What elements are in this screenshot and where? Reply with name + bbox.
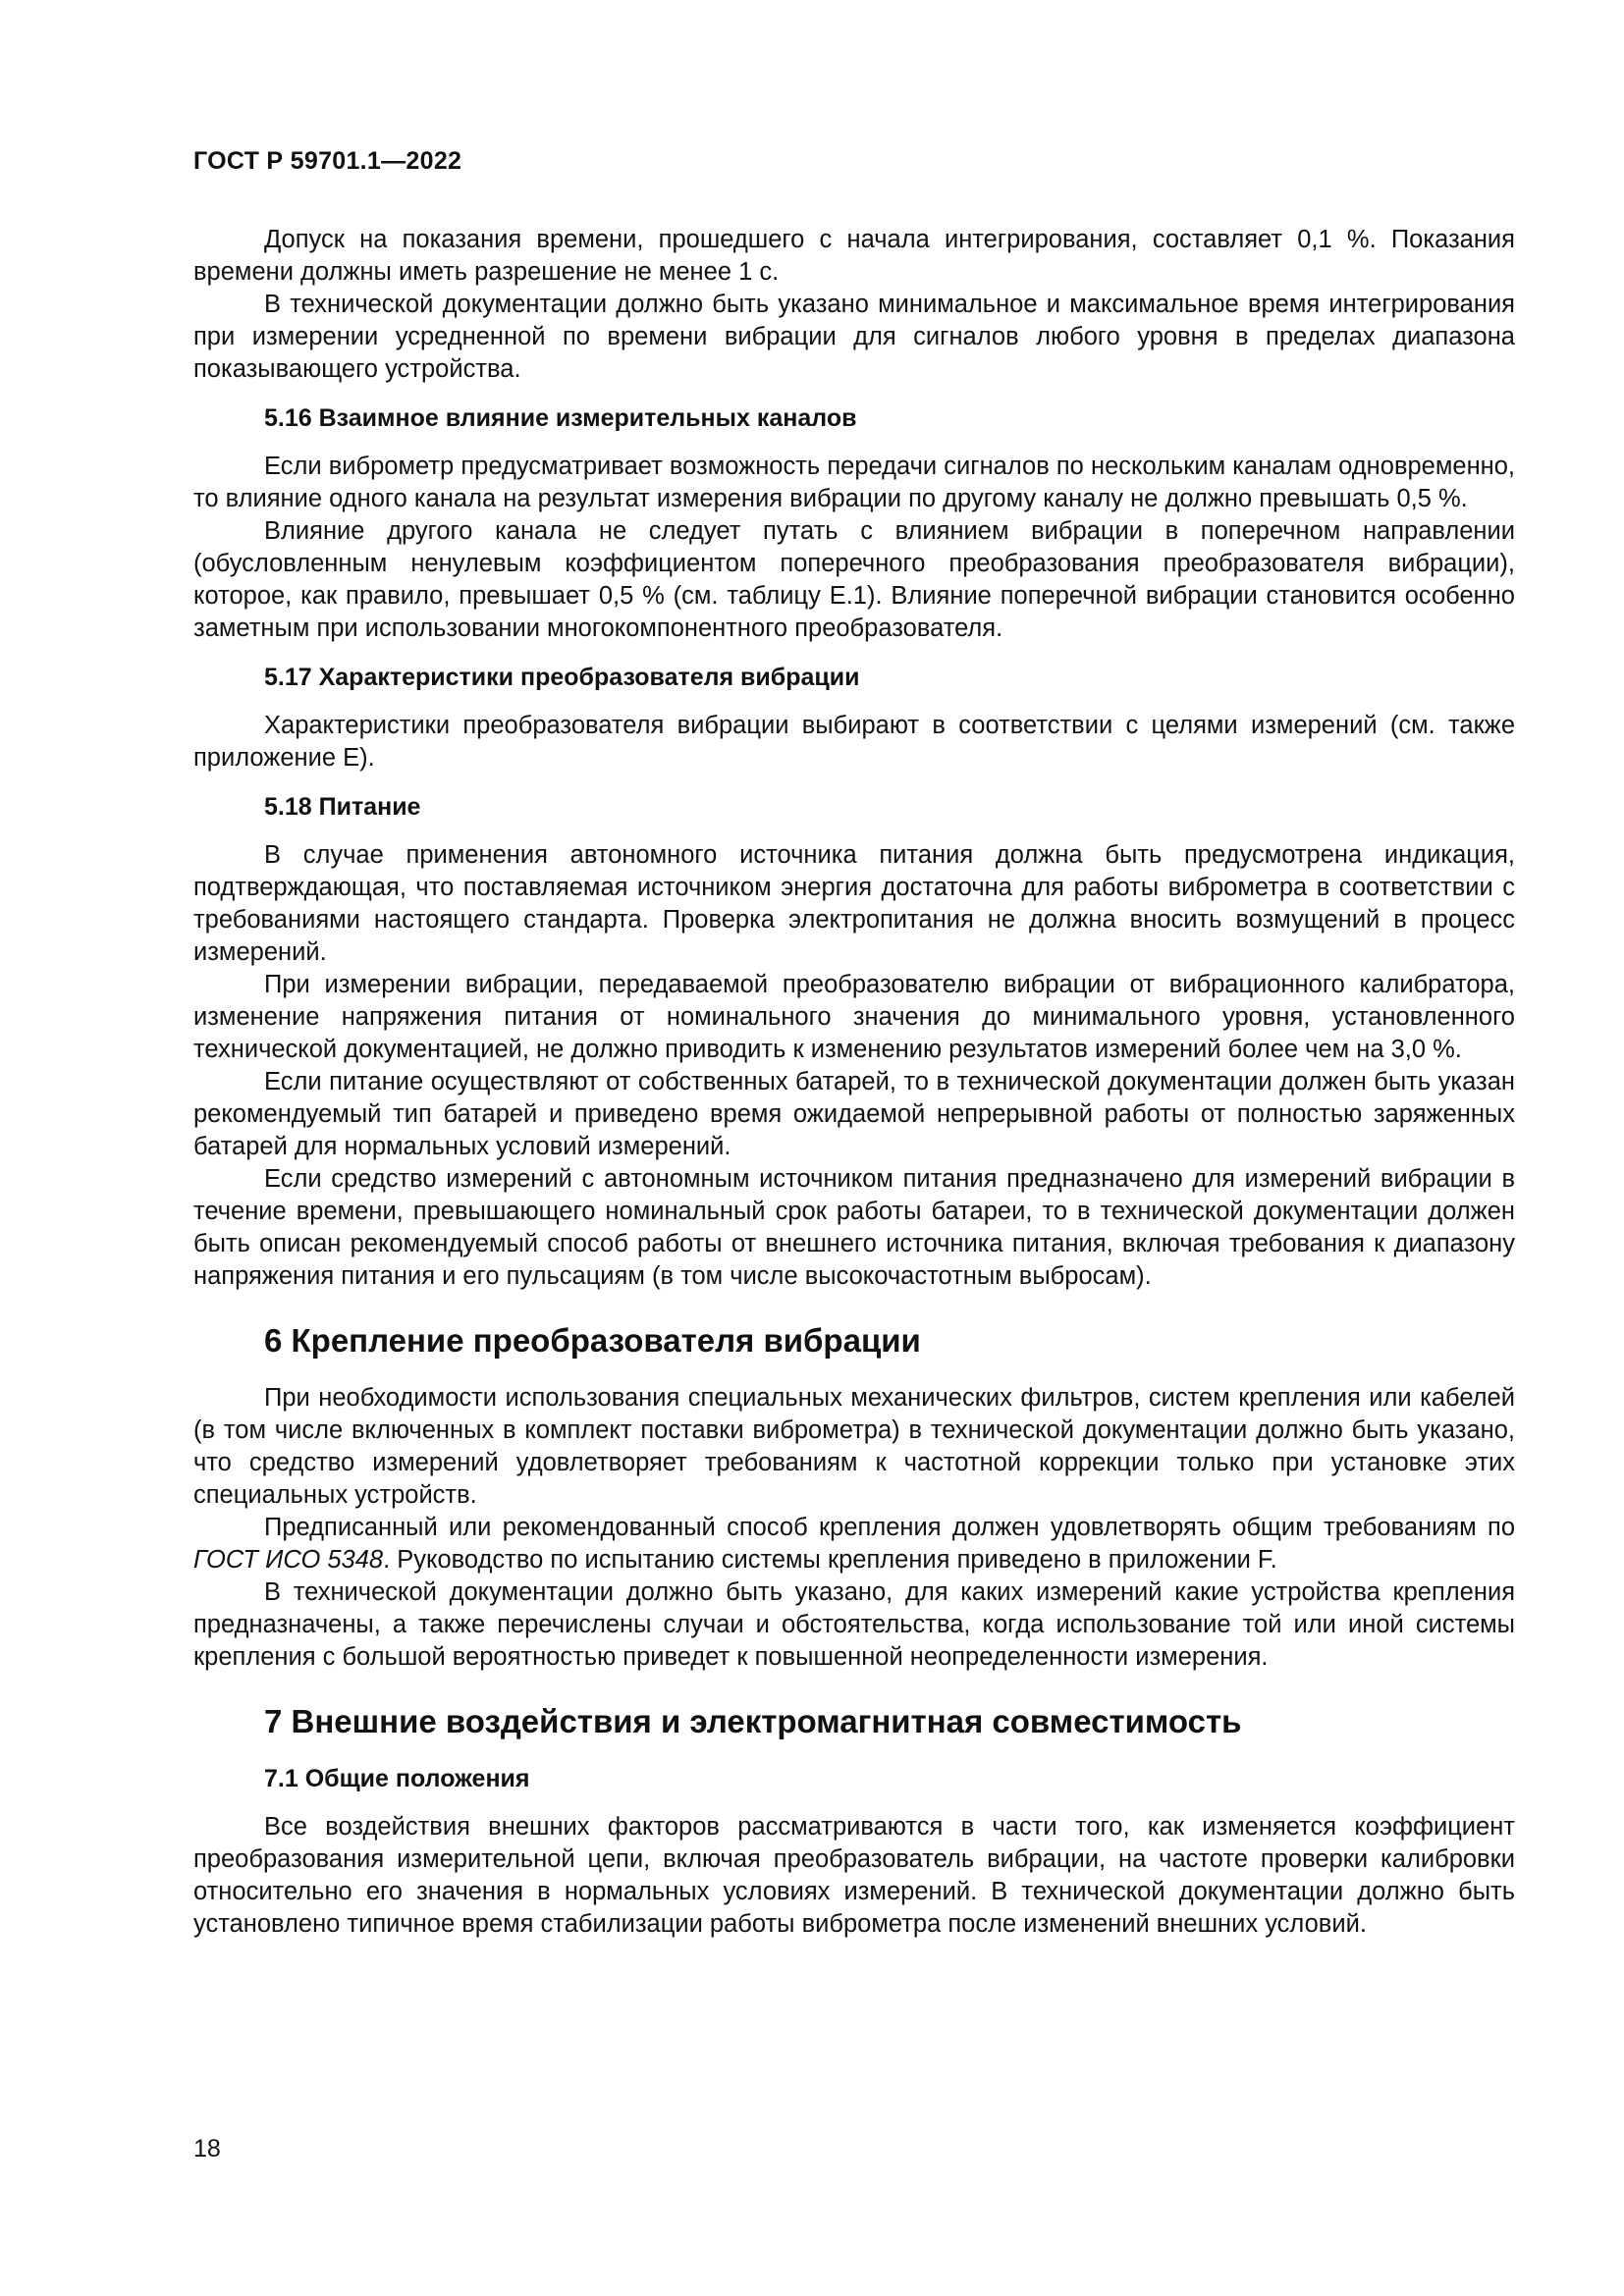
paragraph: Все воздействия внешних факторов рассматриваются в части того, как изменяется коэффициент преобразования измерительной цепи, включая преобразователь вибрации, на частоте проверки калибровки относительно его значения в нормальных условиях измерений. В технической документации должно быть установлено типичное время стабилизации работы виброметра после изменений внешних условий. (193, 1813, 1515, 1938)
paragraph-text: Предписанный или рекомендованный способ крепления должен удовлетворять общим требованиям по (264, 1514, 1515, 1541)
document-body (193, 224, 1515, 1941)
paragraph: Характеристики преобразователя вибрации выбирают в соответствии с целями измерений (см. также приложение Е). (193, 712, 1515, 772)
paragraph: В технической документации должно быть указано, для каких измерений какие устройства крепления предназначены, а также перечислены случаи и обстоятельства, когда использование той или иной системы крепления с большой вероятностью приведет к повышенной неопределенности измерения. (193, 1578, 1515, 1671)
chapter-heading-7: 7 Внешние воздействия и электромагнитная совместимость (264, 1703, 1242, 1739)
document-code-header: ГОСТ Р 59701.1—2022 (193, 147, 462, 175)
paragraph: При измерении вибрации, передаваемой преобразователю вибрации от вибрационного калибратора, изменение напряжения питания от номинального значения до минимального уровня, установленного технической документацией, не должно приводить к изменению результатов измерений более чем на 3,0 %. (193, 971, 1515, 1063)
paragraph: Если питание осуществляют от собственных батарей, то в технической документации должен быть указан рекомендуемый тип батарей и приведено время ожидаемой непрерывной работы от полностью заряженных батарей для нормальных условий измерений. (193, 1068, 1515, 1160)
section-heading-5-17: 5.17 Характеристики преобразователя вибрации (264, 664, 860, 691)
paragraph (193, 1512, 1515, 1576)
section-heading-5-16: 5.16 Взаимное влияние измерительных каналов (264, 404, 857, 432)
section-heading-5-18: 5.18 Питание (264, 793, 421, 821)
paragraph: Допуск на показания времени, прошедшего с начала интегрирования, составляет 0,1 %. Показания времени должны иметь разрешение не менее 1 с. (193, 226, 1515, 286)
paragraph: В случае применения автономного источника питания должна быть предусмотрена индикация, подтверждающая, что поставляемая источником энергия достаточна для работы виброметра в соответствии с требованиями настоящего стандарта. Проверка электропитания не должна вносить возмущений в процесс измерений. (193, 841, 1515, 966)
paragraph: Если виброметр предусматривает возможность передачи сигналов по нескольким каналам одновременно, то влияние одного канала на результат измерения вибрации по другому каналу не должно превышать 0,5 %. (193, 453, 1515, 512)
page-number: 18 (193, 2135, 221, 2163)
paragraph: Если средство измерений с автономным источником питания предназначено для измерений вибрации в течение времени, превышающего номинальный срок работы батареи, то в технической документации должен быть описан рекомендуемый способ работы от внешнего источника питания, включая требования к диапазону напряжения питания и его пульсациям (в том числе высокочастотным выбросам). (193, 1165, 1515, 1290)
standard-reference: ГОСТ ИСО 5348 (193, 1546, 384, 1574)
chapter-heading-6: 6 Крепление преобразователя вибрации (264, 1322, 921, 1359)
paragraph: В технической документации должно быть указано минимальное и максимальное время интегрирования при измерении усредненной по времени вибрации для сигналов любого уровня в пределах диапазона показывающего устройства. (193, 291, 1515, 383)
section-heading-7-1: 7.1 Общие положения (264, 1765, 530, 1792)
paragraph: Влияние другого канала не следует путать с влиянием вибрации в поперечном направлении (обусловленным ненулевым коэффициентом поперечного преобразования преобразователя вибрации), которое, как правило, превышает 0,5 % (см. таблицу Е.1). Влияние поперечной вибрации становится особенно заметным при использовании многокомпонентного преобразователя. (193, 517, 1515, 642)
paragraph-text: . Руководство по испытанию системы крепления приведено в приложении F. (383, 1546, 1277, 1574)
paragraph: При необходимости использования специальных механических фильтров, систем крепления или кабелей (в том числе включенных в комплект поставки виброметра) в технической документации должно быть указано, что средство измерений удовлетворяет требованиям к частотной коррекции только при установке этих специальных устройств. (193, 1384, 1515, 1509)
